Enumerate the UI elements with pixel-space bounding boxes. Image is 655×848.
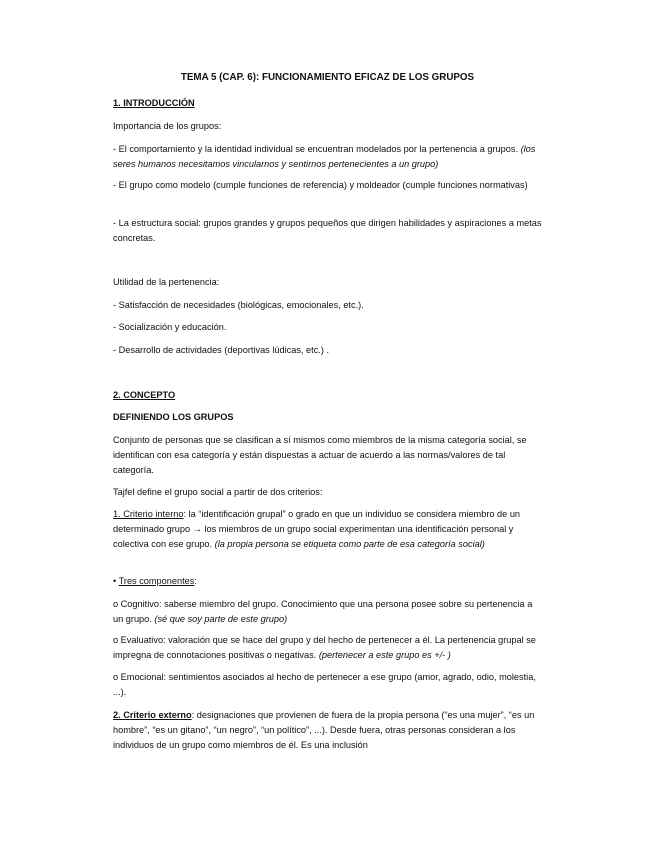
componente-evaluativo <box>113 633 543 663</box>
bullet-icon: • <box>113 576 117 586</box>
importancia-item-1 <box>113 142 543 172</box>
componente-evaluativo-text: o Evaluativo: valoración que se hace del grupo y del hecho de pertenecer a él. La pertenencia grupal se impregna de connotaciones positivas o negativas. <box>113 635 536 660</box>
tajfel-paragraph: Tajfel define el grupo social a partir de dos criterios: <box>113 487 323 497</box>
utilidad-item-1: - Satisfacción de necesidades (biológicas, emocionales, etc.). <box>113 300 364 310</box>
section-2-heading: 2. CONCEPTO <box>113 390 176 400</box>
componente-evaluativo-italic: (pertenecer a este grupo es +/- ) <box>318 650 451 660</box>
criterio-interno-paragraph <box>113 507 543 552</box>
importancia-item-3: - La estructura social: grupos grandes y grupos pequeños que dirigen habilidades y aspiraciones a metas concretas. <box>113 218 542 243</box>
importancia-item-2: - El grupo como modelo (cumple funciones de referencia) y moldeador (cumple funciones normativas) <box>113 180 528 190</box>
criterio-externo-label: 2. Criterio externo <box>113 710 192 720</box>
importancia-item-1-italic: (los seres humanos necesitamos vincularnos y sentirnos pertenecientes a un grupo) <box>113 144 536 169</box>
section-1-heading: 1. INTRODUCCIÓN <box>113 98 195 108</box>
utilidad-item-2: - Socialización y educación. <box>113 322 227 332</box>
importancia-label: Importancia de los grupos: <box>113 121 222 131</box>
criterio-externo-text: : designaciones que provienen de fuera de la propia persona (“es una mujer”, “es un hombre”, “es un gitano”, “un negro”, “un político”, ...). Desde fuera, otras personas consideran a los individuos de un grupo como miembros de él. Es una inclusión <box>113 710 535 750</box>
importancia-item-1-text: - El comportamiento y la identidad individual se encuentran modelados por la pertenencia a grupos. <box>113 144 519 154</box>
componente-cognitivo-italic: (sé que soy parte de este grupo) <box>154 614 288 624</box>
conjunto-paragraph: Conjunto de personas que se clasifican a sí mismos como miembros de la misma categoría social, se identifican con esa categoría y están dispuestas a actuar de acuerdo a las normas/valores de tal categoría. <box>113 435 527 475</box>
componente-cognitivo <box>113 597 543 627</box>
componente-emocional: o Emocional: sentimientos asociados al hecho de pertenecer a ese grupo (amor, agrado, odio, molestia, ...). <box>113 672 536 697</box>
criterio-externo-paragraph <box>113 708 543 753</box>
tres-componentes-colon: : <box>194 576 197 586</box>
tres-componentes-label: Tres componentes <box>118 576 195 586</box>
tres-componentes-line <box>113 574 543 589</box>
criterio-interno-label: 1. Criterio interno <box>113 509 184 519</box>
utilidad-label: Utilidad de la pertenencia: <box>113 277 220 287</box>
criterio-interno-italic: (la propia persona se etiqueta como parte de esa categoría social) <box>214 539 485 549</box>
definiendo-heading: DEFINIENDO LOS GRUPOS <box>113 412 234 422</box>
criterio-interno-text: : la “identificación grupal” o grado en que un individuo se considera miembro de un determinado grupo → los miembros de un grupo social experimentan una identificación personal y colectiva con ese grupo. <box>113 509 521 549</box>
document-title: TEMA 5 (CAP. 6): FUNCIONAMIENTO EFICAZ DE LOS GRUPOS <box>180 72 475 83</box>
utilidad-item-3: - Desarrollo de actividades (deportivas lúdicas, etc.) . <box>113 345 330 355</box>
componente-cognitivo-text: o Cognitivo: saberse miembro del grupo. Conocimiento que una persona posee sobre su pertenencia a un grupo. <box>113 599 533 624</box>
